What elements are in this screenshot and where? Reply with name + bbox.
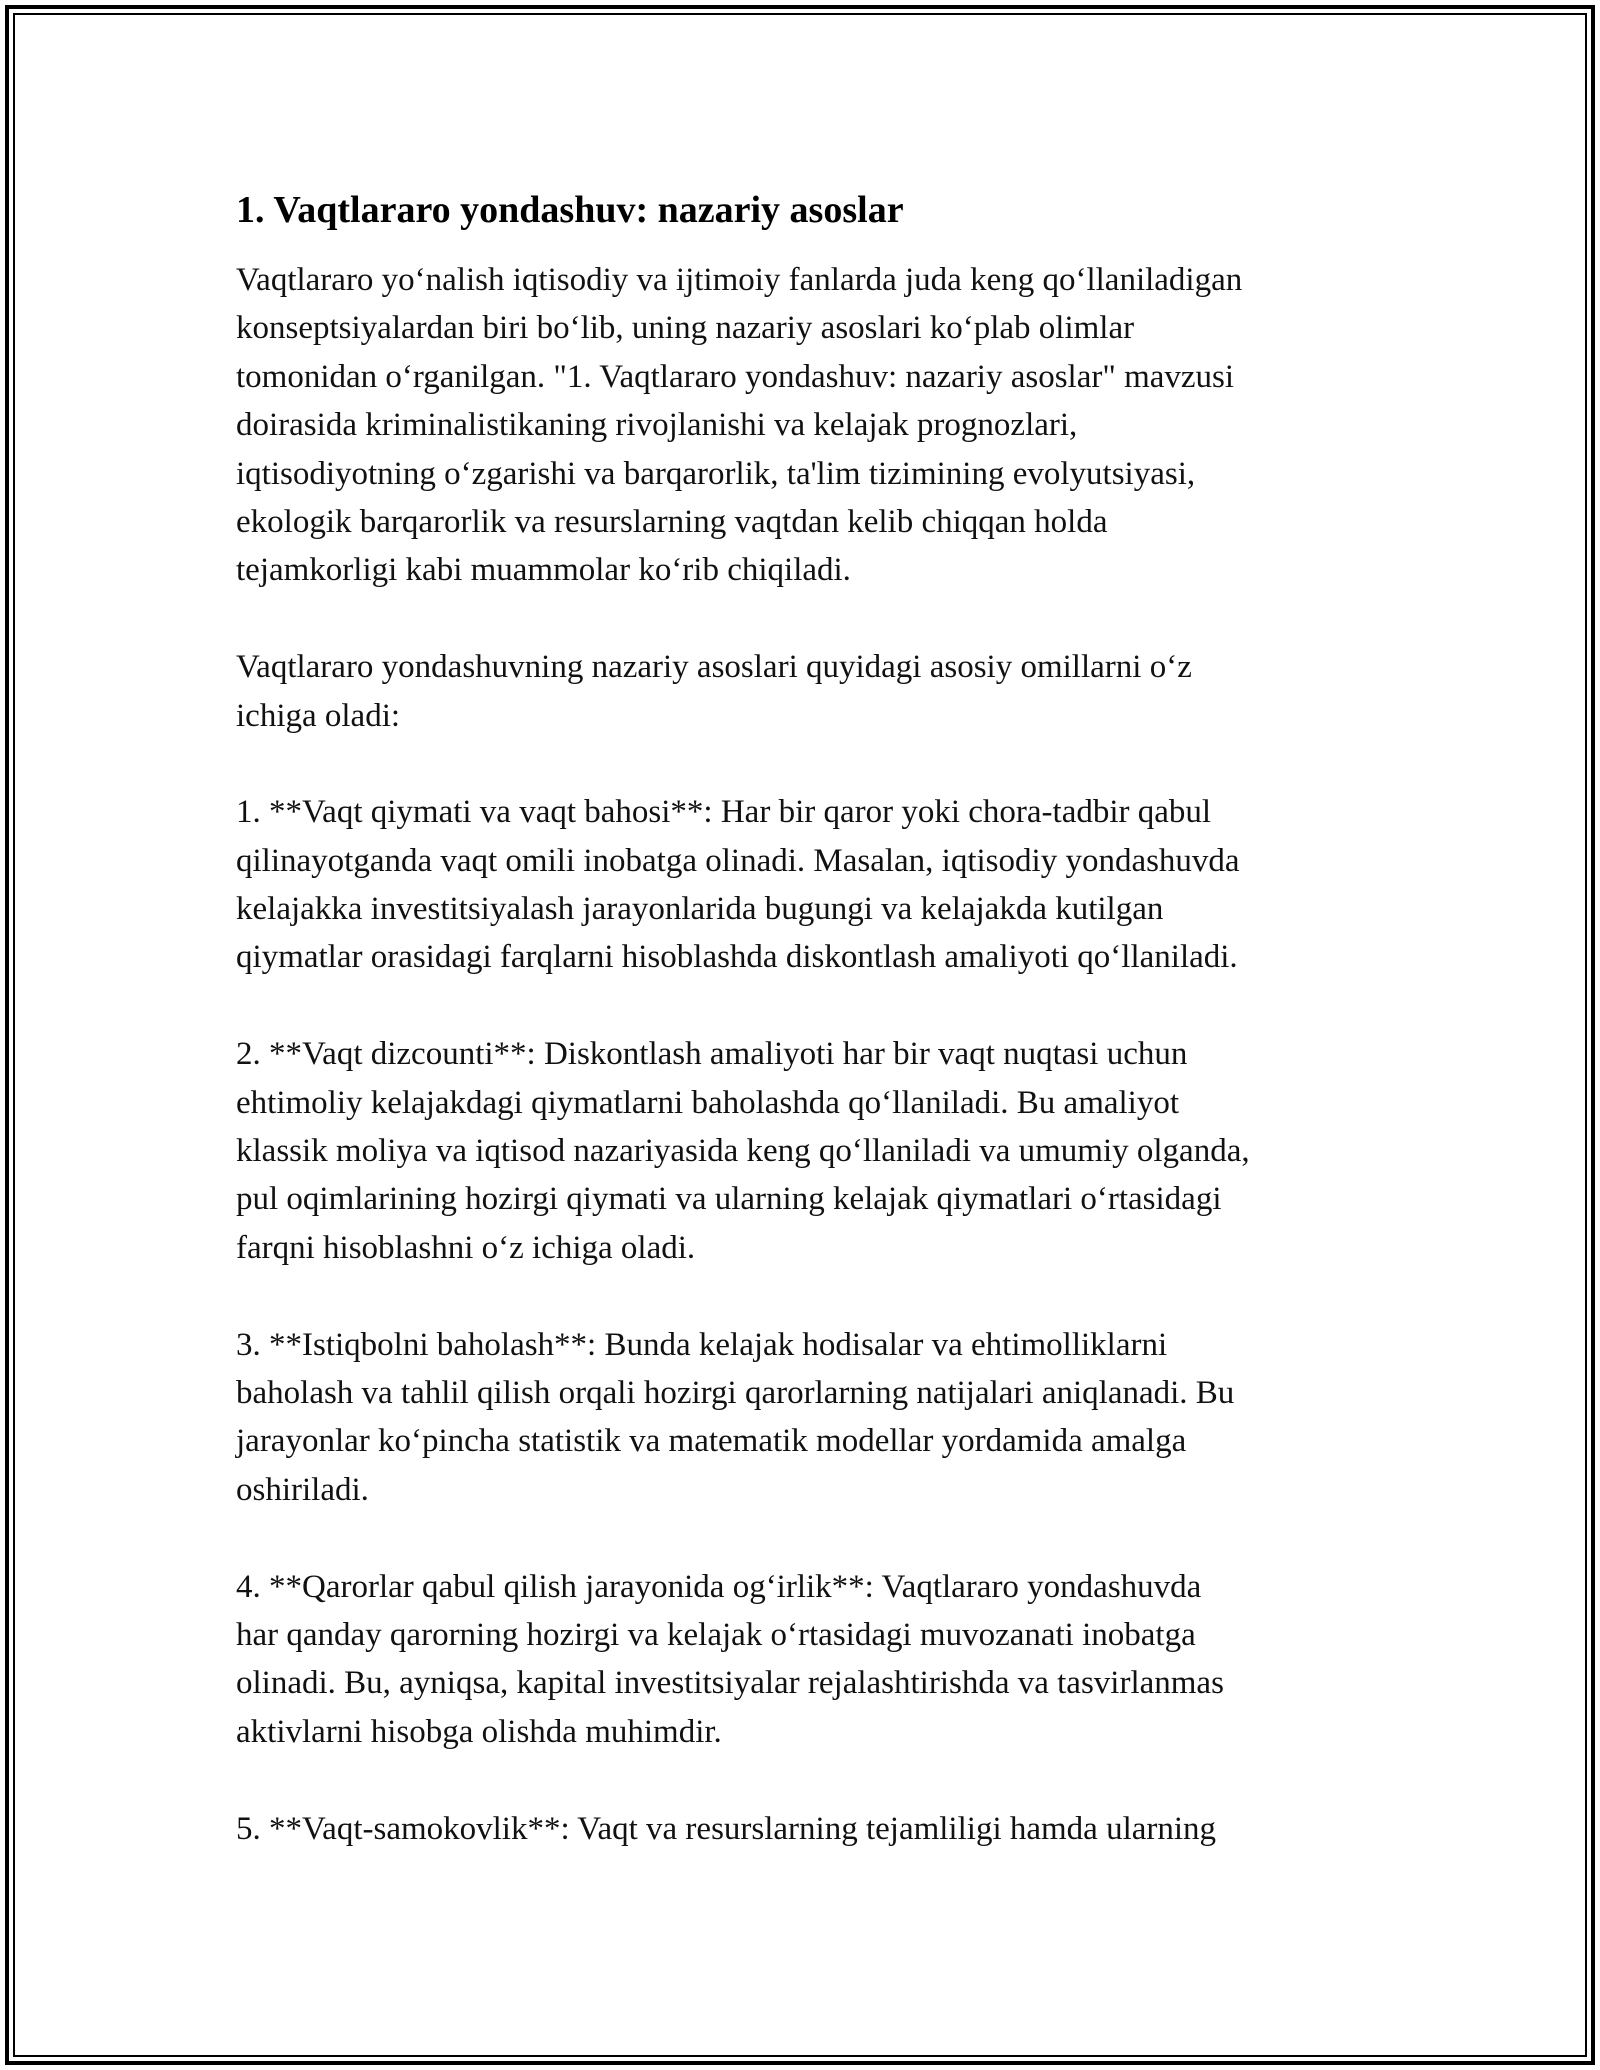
text-line: qiymatlar orasidagi farqlarni hisoblashda diskontlash amaliyoti qo‘llaniladi.: [236, 939, 1238, 976]
text-line: 3. **Istiqbolni baholash**: Bunda kelajak hodisalar va ehtimolliklarni: [236, 1326, 1168, 1363]
text-line: iqtisodiyotning o‘zgarishi va barqarorlik, ta'lim tizimining evolyutsiyasi,: [236, 455, 1196, 492]
section-heading: 1. Vaqtlararo yondashuv: nazariy asoslar: [236, 189, 904, 231]
list-item-5: [236, 1805, 1416, 1853]
text-line: jarayonlar ko‘pincha statistik va matematik modellar yordamida amalga: [236, 1423, 1187, 1460]
text-line: baholash va tahlil qilish orqali hozirgi qarorlarning natijalari aniqlanadi. Bu: [236, 1374, 1235, 1411]
text-line: 4. **Qarorlar qabul qilish jarayonida og‘irlik**: Vaqtlararo yondashuvda: [236, 1568, 1202, 1605]
text-line: konseptsiyalardan biri bo‘lib, uning nazariy asoslari ko‘plab olimlar: [236, 310, 1135, 347]
text-line: oshiriladi.: [236, 1471, 369, 1508]
paragraph-intro: [236, 256, 1416, 595]
text-line: pul oqimlarining hozirgi qiymati va ularning kelajak qiymatlari o‘rtasidagi: [236, 1181, 1222, 1218]
text-line: 2. **Vaqt dizcounti**: Diskontlash amaliyoti har bir vaqt nuqtasi uchun: [236, 1036, 1188, 1073]
text-line: har qanday qarorning hozirgi va kelajak o‘rtasidagi muvozanati inobatga: [236, 1616, 1196, 1653]
text-line: 5. **Vaqt-samokovlik**: Vaqt va resurslarning tejamliligi hamda ularning: [236, 1810, 1217, 1847]
text-line: tomonidan o‘rganilgan. "1. Vaqtlararo yondashuv: nazariy asoslar" mavzusi: [236, 358, 1235, 395]
text-line: 1. **Vaqt qiymati va vaqt bahosi**: Har bir qaror yoki chora-tadbir qabul: [236, 794, 1212, 831]
text-line: aktivlarni hisobga olishda muhimdir.: [236, 1713, 722, 1750]
paragraph-factors-intro: [236, 643, 1416, 740]
document-body: [236, 186, 1416, 1901]
text-line: Vaqtlararo yo‘nalish iqtisodiy va ijtimoiy fanlarda juda keng qo‘llaniladigan: [236, 262, 1243, 298]
text-line: klassik moliya va iqtisod nazariyasida keng qo‘llaniladi va umumiy olganda,: [236, 1133, 1250, 1170]
text-line: ekologik barqarorlik va resurslarning vaqtdan kelib chiqqan holda: [236, 503, 1108, 540]
list-item-2: [236, 1030, 1416, 1272]
text-line: Vaqtlararo yondashuvning nazariy asoslari quyidagi asosiy omillarni o‘z: [236, 649, 1192, 686]
text-line: ichiga oladi:: [236, 697, 401, 734]
text-line: olinadi. Bu, ayniqsa, kapital investitsiyalar rejalashtirishda va tasvirlanmas: [236, 1665, 1224, 1702]
list-item-1: [236, 788, 1416, 982]
text-line: kelajakka investitsiyalash jarayonlarida bugungi va kelajakda kutilgan: [236, 891, 1164, 928]
list-item-3: [236, 1321, 1416, 1515]
text-line: ehtimoliy kelajakdagi qiymatlarni baholashda qo‘llaniladi. Bu amaliyot: [236, 1084, 1180, 1121]
text-line: farqni hisoblashni o‘z ichiga oladi.: [236, 1229, 696, 1266]
list-item-4: [236, 1563, 1416, 1757]
text-line: tejamkorligi kabi muammolar ko‘rib chiqiladi.: [236, 552, 851, 589]
text-line: doirasida kriminalistikaning rivojlanishi va kelajak prognozlari,: [236, 407, 1078, 444]
text-line: qilinayotganda vaqt omili inobatga olinadi. Masalan, iqtisodiy yondashuvda: [236, 842, 1240, 879]
